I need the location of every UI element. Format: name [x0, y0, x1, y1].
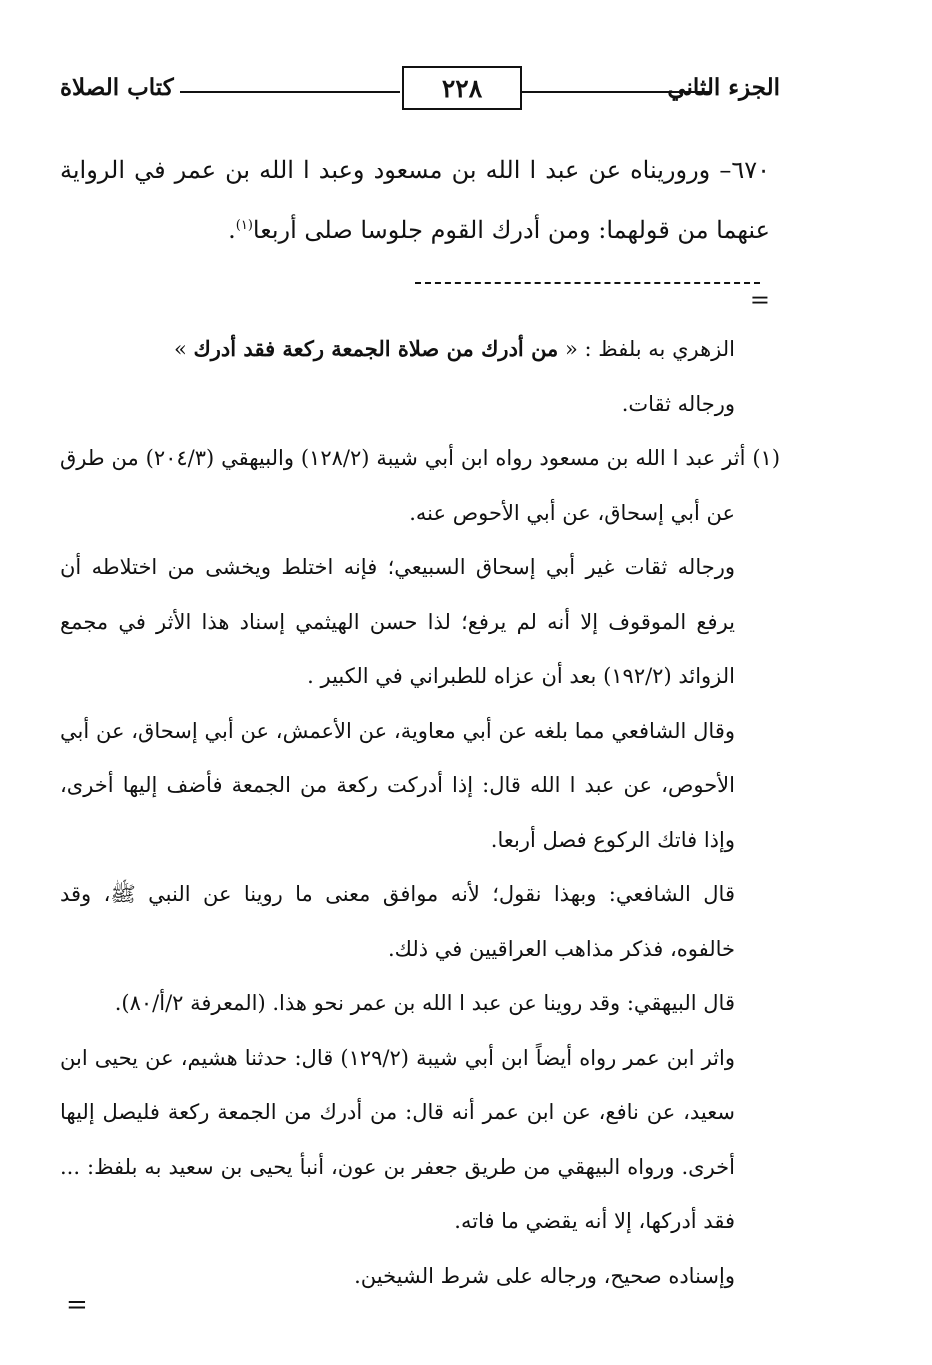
- narration-text: وروريناه عن عبد ا الله بن مسعود وعبد ا الله بن عمر في الرواية عنهما من قولهما: ومن أدرك القوم جلوسا صلى أربعا: [60, 156, 770, 244]
- header-rule-left: [180, 91, 400, 93]
- footnote-paragraph: وإسناده صحيح، ورجاله على شرط الشيخين.: [354, 1263, 735, 1288]
- continuation-mark-bottom: =: [66, 1290, 88, 1320]
- footnote-separator: [60, 282, 770, 312]
- continuation-mark-top: =: [749, 286, 770, 314]
- quoted-hadith: من أدرك من صلاة الجمعة ركعة فقد أدرك: [193, 336, 559, 361]
- book-title: كتاب الصلاة: [60, 74, 174, 101]
- volume-title: الجزء الثاني: [667, 74, 780, 101]
- page-number: ٢٢٨: [441, 73, 483, 103]
- narration-670: [60, 142, 770, 258]
- continuation-suffix: »: [173, 337, 194, 361]
- footnotes: [60, 322, 780, 1303]
- separator-dashes: [415, 282, 760, 284]
- footnote-1: (١) أثر عبد ا الله بن مسعود رواه ابن أبي شيبة (١٢٨/٢) والبيهقي (٢٠٤/٣) من طرق عن أبي إسحاق، عن أبي الأحوص عنه.: [60, 446, 781, 525]
- footnote-paragraph: وقال الشافعي مما بلغه عن أبي معاوية، عن الأعمش، عن أبي إسحاق، عن أبي الأحوص، عن عبد ا الله قال: إذا أدركت ركعة من الجمعة فأضف إليها أخرى، وإذا فاتك الركوع فصل أربعا.: [60, 718, 735, 852]
- narration-end: .: [228, 216, 236, 244]
- footnote-paragraph: قال الشافعي: وبهذا نقول؛ لأنه موافق معنى ما روينا عن النبي ﷺ، وقد خالفوه، فذكر مذاهب العراقيين في ذلك.: [60, 882, 735, 961]
- narration-number: ٦٧٠–: [719, 156, 770, 184]
- footnote-continuation: [60, 322, 780, 377]
- main-text: [60, 142, 770, 258]
- continuation-prefix: الزهري به بلفظ : «: [558, 337, 735, 361]
- footnote-ref: (١): [235, 218, 253, 233]
- page-header: [60, 66, 780, 116]
- footnote-continuation-line2: ورجاله ثقات.: [621, 391, 735, 416]
- page-number-box: [402, 66, 522, 110]
- footnote-paragraph: قال البيهقي: وقد روينا عن عبد ا الله بن عمر نحو هذا. (المعرفة ٢/أ/٨٠).: [114, 991, 735, 1015]
- footnote-paragraph: واثر ابن عمر رواه أيضاً ابن أبي شيبة (١٢٩/٢) قال: حدثنا هشيم، عن يحيى ابن سعيد، عن نافع، عن ابن عمر أنه قال: من أدرك من الجمعة ركعة فليصل إليها أخرى. ورواه البيهقي من طريق جعفر بن عون، أنبأ يحيى بن سعيد به بلفظ: ... فقد أدركها، إلا أنه يقضي ما فاته.: [60, 1045, 735, 1233]
- footnote-paragraph: ورجاله ثقات غير أبي إسحاق السبيعي؛ فإنه اختلط ويخشى من اختلاطه أن يرفع الموقوف إلا أنه لم يرفع؛ لذا حسن الهيثمي إسناد هذا الأثر في مجمع الزوائد (١٩٢/٢) بعد أن عزاه للطبراني في الكبير .: [60, 555, 735, 688]
